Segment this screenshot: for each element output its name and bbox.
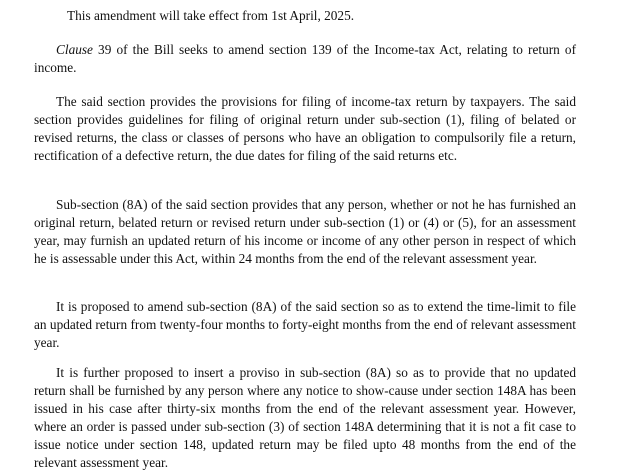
clause-text: 39 of the Bill seeks to amend section 139 of the Income-tax Act, relating to return of income. — [34, 42, 576, 75]
effective-date-line: This amendment will take effect from 1st April, 2025. — [67, 8, 355, 23]
clause-label: Clause — [56, 42, 93, 57]
paragraph-proposed-amendment: It is proposed to amend sub-section (8A) of the said section so as to extend the time-limit to file an updated return from twenty-four months to forty-eight months from the end of relevant assessment year. — [34, 299, 576, 350]
paragraph-further-proposal: It is further proposed to insert a proviso in sub-section (8A) so as to provide that no updated return shall be furnished by any person where any notice to show-cause under section 148A has been issued in his case after thirty-six months from the end of the relevant assessment year. However, where an order is passed under sub-section (3) of section 148A determining that it is not a fit case to issue notice under section 148, updated return may be filed upto 48 months from the end of the relevant assessment year. — [34, 365, 576, 470]
paragraph-section-provisions: The said section provides the provisions for filing of income-tax return by taxpayers. The said section provides guidelines for filing of original return under sub-section (1), filing of belated or revised returns, the class or classes of persons who have an obligation to compulsorily file a return, rectification of a defective return, the due dates for filing of the said returns etc. — [34, 94, 576, 163]
clause-paragraph — [34, 41, 576, 77]
paragraph-subsection-8a: Sub-section (8A) of the said section provides that any person, whether or not he has furnished an original return, belated return or revised return under sub-section (1) or (4) or (5), for an assessment year, may furnish an updated return of his income or income of any other person in respect of which he is assessable under this Act, within 24 months from the end of the relevant assessment year. — [34, 197, 576, 266]
